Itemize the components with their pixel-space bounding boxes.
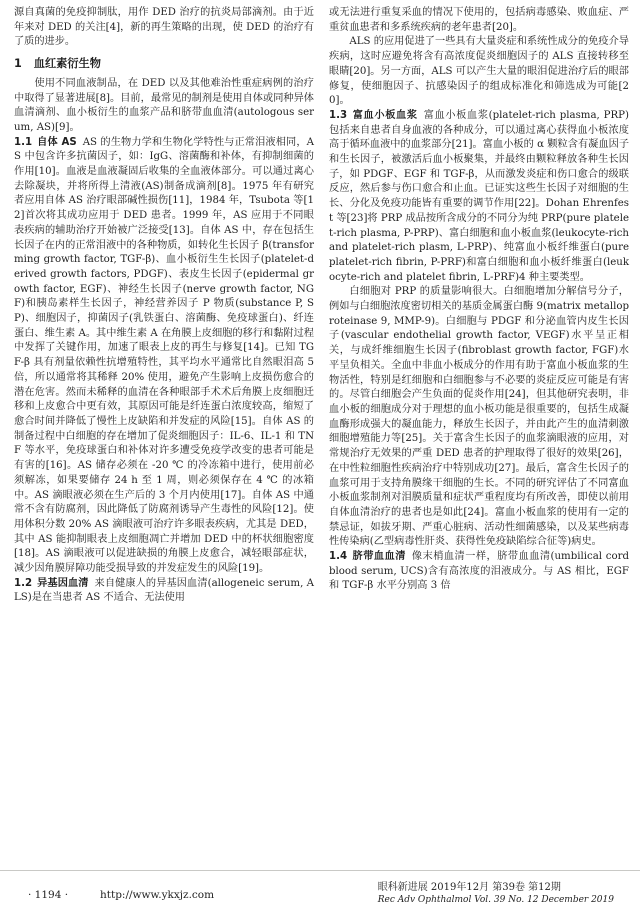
section-1-2-number: 1.2 bbox=[14, 577, 33, 589]
left-column bbox=[14, 6, 314, 606]
section-1-2-title: 异基因血清 bbox=[37, 577, 89, 589]
section-1-3-title: 富血小板血浆 bbox=[352, 109, 418, 121]
section-1-2-body: 来自健康人的异基因血清(allogeneic serum, ALS)是在当患者 AS 不适合、无法使用 bbox=[14, 577, 314, 604]
als-paragraph: ALS 的应用促进了一些具有大量炎症和系统性成分的免疫介导疾病，这时应避免将含有高浓度促炎细胞因子的 ALS 直接转移至眼睛[20]。另一方面，ALS 可以产生大量的眼泪促进治疗后的眼部修复，使细胞因子、抗感染因子的组成标准化和筛选成为可能[20]。 bbox=[329, 36, 629, 107]
journal-info-english: Rec Adv Ophthalmol Vol. 39 No. 12 December 2019 bbox=[377, 895, 614, 905]
section-1-1-number: 1.1 bbox=[14, 136, 33, 148]
section-1-number: 1 bbox=[14, 57, 22, 71]
page-number: · 1194 · bbox=[28, 889, 69, 901]
page-footer bbox=[0, 870, 640, 922]
section-1-4-paragraph bbox=[329, 550, 629, 594]
section-1-title: 血红素衍生物 bbox=[33, 57, 101, 71]
leukocyte-paragraph: 白细胞对 PRP 的质量影响很大。白细胞增加分解信号分子，例如与白细胞浓度密切相关的基质金属蛋白酶 9(matrix metalloproteinase 9, MMP-9)。白细胞与 PDGF 和分泌血管内皮生长因子(vascular endothelial growth factor, VEGF)水平呈正相关，与成纤维细胞生长因子(fibroblast growth factor, FGF)水平呈负相关。全血中非血小板成分的作用有助于富血小板血浆的生物活性，特别是红细胞和白细胞参与不必要的炎症反应可能是有害的。尽管白细胞会产生负面的促炎作用[24]，但其他研究表明，非血小板的细胞成分对于理想的血小板功能是很重要的，包括生成凝血酶形成强大的凝血能力，释放生长因子，并由此产生的血清刺激细胞增殖能力等[25]。关于富含生长因子的血浆滴眼液的应用，对常规治疗无效果的严重 DED 患者的护理取得了很好的效果[26]，在中性粒细胞性疾病治疗中特别成功[27]。最后，富含生长因子的血浆可用于支持角膜缘干细胞的生长。不同的研究评估了不同富血小板血浆制剂对泪膜质量和症状严重程度均有所改善，即使以前用自体血清治疗的患者也是如此[24]。富血小板血浆的使用有一定的禁忌证，如拔牙期、严重心脏病、活动性细菌感染，以及某些病毒性传染病(乙型病毒性肝炎、获得性免疫缺陷综合征等)病史。 bbox=[329, 286, 629, 548]
section-1-2-heading bbox=[14, 578, 89, 589]
continuation-paragraph: 或无法进行重复采血的情况下使用的，包括病毒感染、败血症、严重贫血患者和多系统疾病的老年患者[20]。 bbox=[329, 7, 629, 33]
section-1-1-title: 自体 AS bbox=[37, 136, 77, 148]
section-1-3-heading bbox=[329, 110, 418, 121]
right-column bbox=[329, 6, 629, 594]
section-1-paragraph: 使用不同血液制品，在 DED 以及其他难治性重症病例的治疗中取得了显著进展[8]。目前，最常见的制剂是使用自体或同种异体血清滴剂、血小板衍生的血浆产品和脐带血血清(autologous serum, AS)[9]。 bbox=[14, 77, 314, 133]
section-1-1-heading bbox=[14, 137, 77, 148]
section-1-1-paragraph bbox=[14, 136, 314, 577]
section-1-4-number: 1.4 bbox=[329, 551, 348, 563]
section-1-4-heading bbox=[329, 551, 406, 562]
journal-info bbox=[378, 881, 614, 907]
section-1-3-number: 1.3 bbox=[329, 109, 348, 121]
journal-url: http://www.ykxjz.com bbox=[100, 889, 215, 901]
section-1-heading bbox=[14, 57, 314, 72]
section-1-2-paragraph bbox=[14, 577, 314, 606]
section-1-3-paragraph bbox=[329, 109, 629, 285]
section-1-4-title: 脐带血血清 bbox=[352, 551, 406, 563]
intro-paragraph: 源自真菌的免疫抑制肽，用作 DED 治疗的抗炎局部滴剂。由于近年来对 DED 的关注[4]，新的再生策略的出现，使 DED 的治疗有了质的进步。 bbox=[14, 7, 314, 48]
section-1-4-body: 像末梢血清一样，脐带血血清(umbilical cord blood serum, UCS)含有高浓度的泪液成分。与 AS 相比，EGF 和 TGF-β 水平分别高 3 倍 bbox=[329, 551, 630, 592]
section-1-1-body: AS 的生物力学和生物化学特性与正常泪液相同，AS 中包含许多抗菌因子，如：IgG、溶菌酶和补体，有抑制细菌的作用[10]。血液是血液凝固后收集的全血液体部分。可以通过离心去除凝块，并将所得上清液(AS)制备成滴剂[8]。1975 年有研究者应用自体 AS 治疗眼部碱性损伤[11]，1984 年，Tsubota 等[12]首次将其成功应用于 DED 患者。1999 年，AS 应用于不同眼表疾病的辅助治疗开始被广泛接受[13]。自体 AS 中，存在包括生长因子在内的正常泪液中的各种物质，如转化生长因子 β(transforming growth factor, TGF-β)、血小板衍生生长因子(platelet-derived growth factors, PDGF)、表皮生长因子(epidermal growth factor, EGF)、神经生长因子(nerve growth factor, NGF)和胰岛素样生长因子，神经营养因子 P 物质(substance P, SP)、细胞因子，抑菌因子(乳铁蛋白、溶菌酶、免疫球蛋白)、纤连蛋白、维生素 A。其中维生素 A 在角膜上皮细胞的移行和黏附过程中发挥了关键作用，加速了眼表上皮的再生与修复[14]。已知 TGF-β 具有剂量依赖性抗增殖特性，其平均水平通常比自然眼泪高 5 倍，所以通常将其稀释 20% 使用，避免产生影响上皮损伤愈合的潜在危害。然而未稀释的血清在各种眼部手术术后角膜上皮细胞迁移和上皮愈合中更有效，其原因可能是纤连蛋白浓度较高，缩短了愈合时间并降低了慢性上皮缺陷和并发症的风险[15]。自体 AS 的制备过程中白细胞的存在增加了促炎细胞因子：IL-6、IL-1 和 TNF 等水平，免疫球蛋白和补体对许多遭受免疫学改变的患者可能是有害的[16]。AS 储存必须在 -20 ℃ 的冷冻箱中进行，使用前必须解冻，如果要储存 24 h 至 1 周，则必须保存在 4 ℃ 的冰箱中。AS 滴眼液必须在生产后的 3 个月内使用[17]。自体 AS 中通常不含有防腐剂，因此降低了防腐剂诱导产生毒性的风险[12]。使用体积分数 20% AS 滴眼液可治疗许多眼表疾病，尤其是 DED，其中 AS 能抑制眼表上皮细胞凋亡并增加 DED 中的杯状细胞密度[18]。AS 滴眼液可以促进缺损的角膜上皮愈合，减轻眼部症状，减少因角膜屏障功能受损导致的并发症发生的风险[19]。 bbox=[14, 136, 314, 575]
journal-info-chinese: 眼科新进展 2019年12月 第39卷 第12期 bbox=[377, 882, 561, 893]
section-1-3-body: 富血小板血浆(platelet-rich plasma, PRP)包括来自患者自身血液的各种成分，可以通过离心获得血小板浓度高于循环血液中的血浆部分[21]。富血小板的 α 颗粒含有凝血因子和生长因子，被激活后血小板聚集，并最终由颗粒释放各种生长因子，如 PDGF、EGF 和 TGF-β，从而激发炎症和伤口愈合的级联反应，然后参与伤口愈合和止血。已证实这些生长因子对细胞的生长、分化及免疫功能皆有重要的调节作用[22]。Dohan Ehrenfest 等[23]将 PRP 成品按所含成分的不同分为纯 PRP(pure platelet-rich plasma, P-PRP)、富白细胞和血小板血浆(leukocyte-rich and platelet-rich plasm, L-PRP)、纯富血小板纤维蛋白(pure platelet-rich fibrin, P-PRF)和富白细胞和血小板纤维蛋白(leukocyte-rich and platelet fibrin, L-PRF)4 种主要类型。 bbox=[329, 109, 629, 283]
